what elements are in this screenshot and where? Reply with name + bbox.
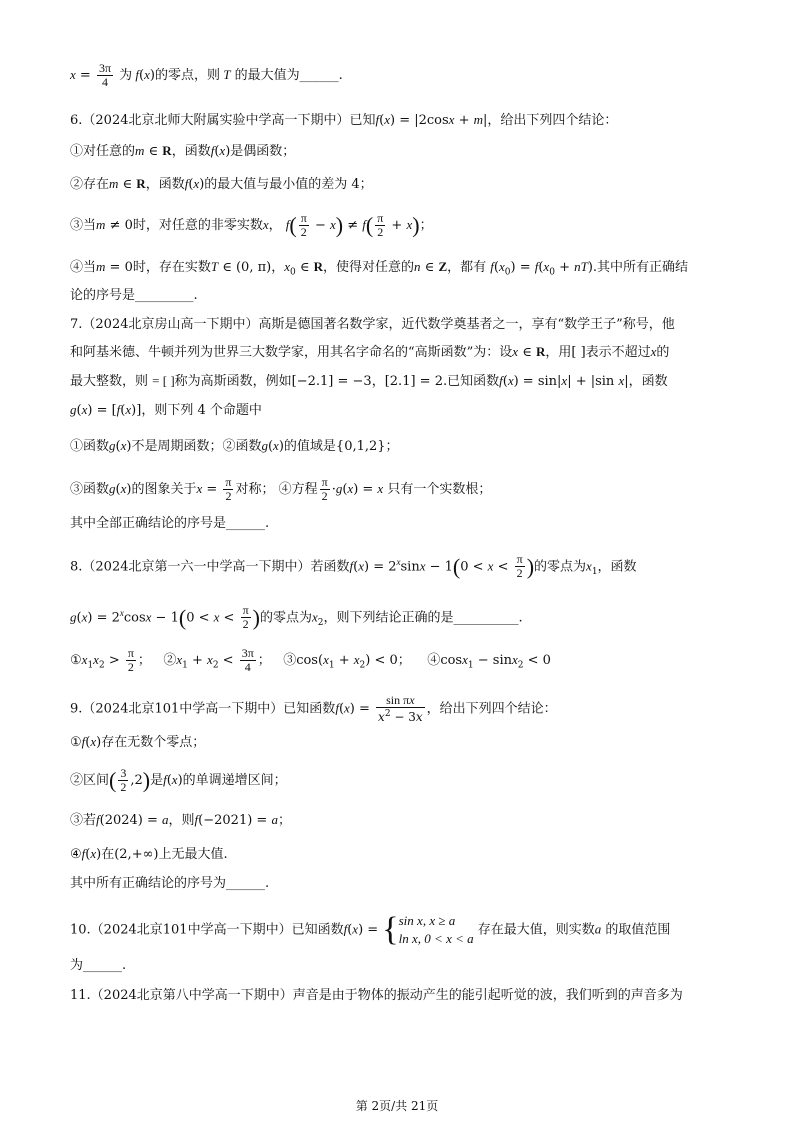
q9-stem: 9.（2024北京101中学高一下期中）已知函数f(x) = $\frac{\text{sin πx}}{x^2 - 3x}$ ，给出下列四个结论： xyxy=(70,693,557,724)
q6-conclusion-3: ③当m ≠ 0时，对任意的非零实数x， f( $\frac{\pi}{2}$ − x) ≠ f( $\frac{\pi}{2}$ + x)； xyxy=(70,211,433,239)
q7-line-1: 7.（2024北京房山高一下期中）高斯是德国著名数学家，近代数学奠基者之一，享有“数学王子”称号，他 xyxy=(70,317,675,332)
q9-conclusion-2: ②区间( $\frac{3}{2}$ ,2)是f(x)的单调递增区间； xyxy=(70,766,287,794)
q6-conclusion-2: ②存在m ∈ R，函数f(x)的最大值与最小值的差为 4； xyxy=(70,176,373,192)
q6-stem: 6.（2024北京北师大附属实验中学高一下期中）已知f(x) = |2cosx + m|，给出下列四个结论： xyxy=(70,112,618,128)
q11-line-1: 11.（2024北京第八中学高一下期中）声音是由于物体的振动产生的能引起听觉的波，我们听到的声音多为 xyxy=(70,988,683,1003)
q7-conclusions-1-2: ①函数g(x)不是周期函数；②函数g(x)的值域是{0,1,2}； xyxy=(70,438,399,454)
q8-line-2: $g(x) = 2^x\cos x - 1(0 < x$ < $\frac{\pi}{2}$ )的零点为$x_2$，则下列结论正确的是__________. xyxy=(70,603,523,632)
q9-conclusion-1: ①f(x)存在无数个零点； xyxy=(70,734,206,750)
q9-conclusion-3: ③若f(2024) = a，则f(−2021) = a； xyxy=(70,812,291,828)
page-footer: 第 2页/共 21页 xyxy=(355,1099,439,1113)
q6-conclusion-1: ①对任意的m ∈ R，函数f(x)是偶函数； xyxy=(70,143,296,159)
q8-line-1: 8.（2024北京第一六一中学高一下期中）若函数$f(x) = 2^x\sin x - 1(0 < x$ < $\frac{\pi}{2}$ )的零点为$x_1$，函数 xyxy=(70,552,637,581)
q10-stem: 10.（2024北京101中学高一下期中）已知函数f(x) = {sin x, x ≥ a ln x, 0 < x < a 存在最大值，则实数a 的取值范围 xyxy=(70,911,671,948)
q7-conclusions-3-4: ③函数g(x)的图象关于x = $\frac{\pi}{2}$ 对称； ④方程 $\frac{\pi}{2}$ ·g(x) = x 只有一个实数根； xyxy=(70,475,492,503)
q9-conclusion-4: ④f(x)在(2,+∞)上无最大值. xyxy=(70,846,228,862)
q7-tail: 其中全部正确结论的序号是______. xyxy=(70,516,270,531)
q5-tail: x = $\frac{3\pi}{4}$ 为 f(x)的零点，则 T 的最大值为______. xyxy=(70,61,343,89)
q10-tail: 为______. xyxy=(70,958,127,973)
q7-line-4: g(x) = [f(x)]，则下列 4 个命题中 xyxy=(70,402,262,418)
q7-line-2: 和阿基米德、牛顿并列为世界三大数学家，用其名字命名的“高斯函数”为：设x ∈ R，用[ ]表示不超过x的 xyxy=(70,344,670,360)
q8-options: $①x_1x_2$ > $\frac{\pi}{2}$ ； $②x_1 + x_2$ < $\frac{3\pi}{4}$ ； $③\cos(x_1 + x_2) < 0$； ④cosx$_1$ − sinx$_2$ < 0 xyxy=(70,646,551,674)
q6-tail: 论的序号是_________. xyxy=(70,288,198,303)
q9-tail: 其中所有正确结论的序号为______. xyxy=(70,876,270,891)
q7-line-3: 最大整数，则 = [ ]称为高斯函数，例如[−2.1] = −3，[2.1] = 2.已知函数f(x) = sin|x| + |sin x|，函数 xyxy=(70,373,668,389)
q6-conclusion-4: ④当m = 0时，存在实数T ∈ (0, π)，$x_0$ ∈ R，使得对任意的n ∈ Z，都有 $f(x_0) = f(x_0 + nT)$.其中所有正确结 xyxy=(70,259,689,278)
